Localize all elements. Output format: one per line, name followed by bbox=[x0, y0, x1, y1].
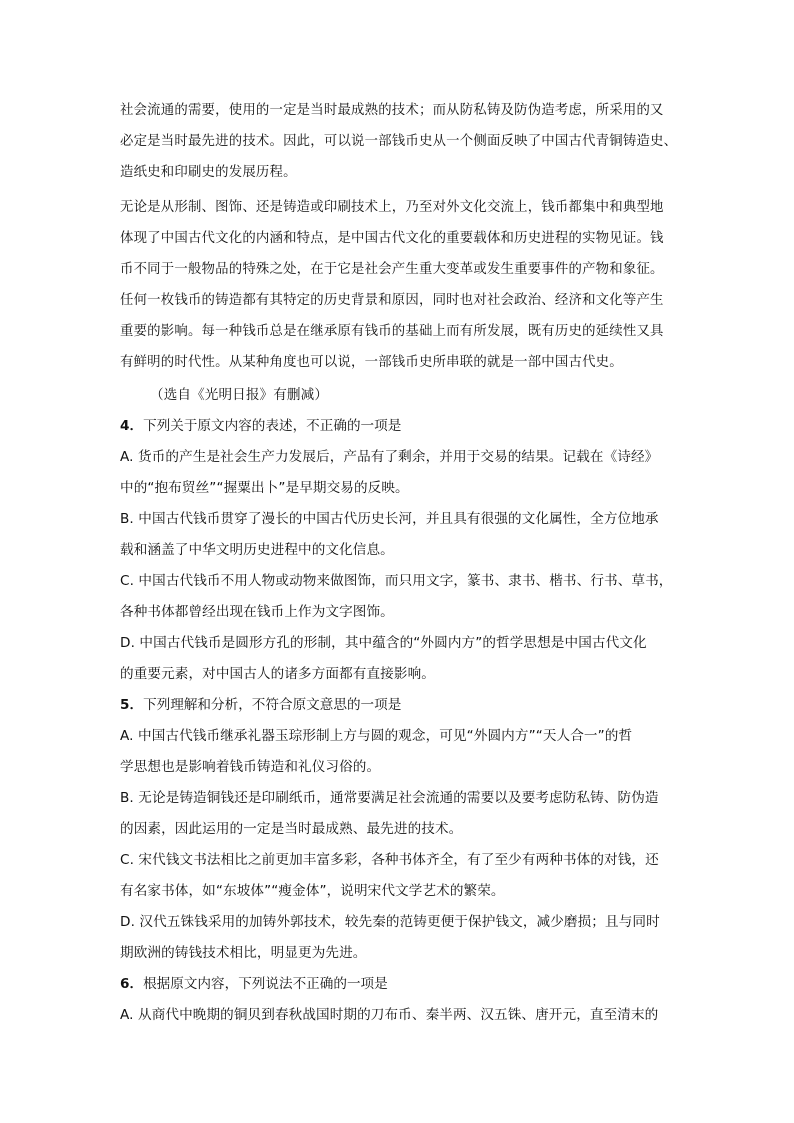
passage-line: 任何一枚钱币的铸造都有其特定的历史背景和原因，同时也对社会政治、经济和文化等产生 bbox=[120, 293, 664, 308]
question-5-option-c: C. 宋代钱文书法相比之前更加丰富多彩，各种书体齐全，有了至少有两种书体的对钱，还 bbox=[120, 852, 659, 868]
passage-line: 社会流通的需要，使用的一定是当时最成熟的技术；而从防私铸及防伪造考虑，所采用的又 bbox=[120, 103, 664, 118]
passage-line: 币不同于一般物品的特殊之处，在于它是社会产生重大变革或发生重要事件的产物和象征。 bbox=[120, 262, 664, 277]
passage-source: （选自《光明日报》有删减） bbox=[150, 387, 329, 403]
question-4-stem: 4．下列关于原文内容的表述，不正确的一项是 bbox=[120, 418, 402, 434]
question-4-option-c-cont: 各种书体都曾经出现在钱币上作为文字图饰。 bbox=[120, 604, 394, 620]
question-4-option-a-cont: 中的“抱布贸丝”“握粟出卜”是早期交易的反映。 bbox=[120, 480, 409, 496]
passage-line: 必定是当时最先进的技术。因此，可以说一部钱币史从一个侧面反映了中国古代青铜铸造史、 bbox=[120, 134, 678, 149]
question-5-option-a: A. 中国古代钱币继承礼器玉琮形制上方与圆的观念，可见“外圆内方”“天人合一”的哲 bbox=[120, 728, 633, 744]
question-4-option-d-cont: 的重要元素，对中国古人的诸多方面都有直接影响。 bbox=[120, 666, 435, 682]
passage-line: 无论是从形制、图饰、还是铸造或印刷技术上，乃至对外文化交流上，钱币都集中和典型地 bbox=[120, 200, 664, 215]
passage-line: 有鲜明的时代性。从某种角度也可以说，一部钱币史所串联的就是一部中国古代史。 bbox=[120, 355, 623, 370]
question-4-option-b-cont: 载和涵盖了中华文明历史进程中的文化信息。 bbox=[120, 542, 394, 558]
question-4-option-b: B. 中国古代钱币贯穿了漫长的中国古代历史长河，并且具有很强的文化属性，全方位地承 bbox=[120, 511, 659, 527]
question-5-option-c-cont: 有名家书体，如“东坡体”“瘦金体”，说明宋代文学艺术的繁荣。 bbox=[120, 883, 505, 899]
question-6-option-a: A. 从商代中晚期的铜贝到春秋战国时期的刀布币、秦半两、汉五铢、唐开元，直至清末的 bbox=[120, 1007, 659, 1023]
passage-line: 重要的影响。每一种钱币总是在继承原有钱币的基础上而有所发展，既有历史的延续性又具 bbox=[120, 324, 664, 339]
question-5-option-d-cont: 期欧洲的铸钱技术相比，明显更为先进。 bbox=[120, 945, 367, 961]
passage-line: 造纸史和印刷史的发展历程。 bbox=[120, 165, 297, 180]
passage-line: 体现了中国古代文化的内涵和特点，是中国古代文化的重要载体和历史进程的实物见证。钱 bbox=[120, 231, 664, 246]
question-4-option-a: A. 货币的产生是社会生产力发展后，产品有了剩余，并用于交易的结果。记载在《诗经》 bbox=[120, 449, 659, 465]
question-6-stem: 6．根据原文内容，下列说法不正确的一项是 bbox=[120, 976, 388, 992]
question-5-option-b-cont: 的因素，因此运用的一定是当时最成熟、最先进的技术。 bbox=[120, 821, 463, 837]
question-4-option-d: D. 中国古代钱币是圆形方孔的形制，其中蕴含的“外圆内方”的哲学思想是中国古代文化 bbox=[120, 635, 647, 651]
question-4-option-c: C. 中国古代钱币不用人物或动物来做图饰，而只用文字，篆书、隶书、楷书、行书、草书， bbox=[120, 573, 673, 589]
question-5-stem: 5．下列理解和分析，不符合原文意思的一项是 bbox=[120, 697, 402, 713]
question-5-option-b: B. 无论是铸造铜钱还是印刷纸币，通常要满足社会流通的需要以及要考虑防私铸、防伪造 bbox=[120, 790, 659, 806]
question-5-option-d: D. 汉代五铢钱采用的加铸外郭技术，较先秦的范铸更便于保护钱文，减少磨损；且与同时 bbox=[120, 914, 660, 930]
question-5-option-a-cont: 学思想也是影响着钱币铸造和礼仪习俗的。 bbox=[120, 759, 381, 775]
